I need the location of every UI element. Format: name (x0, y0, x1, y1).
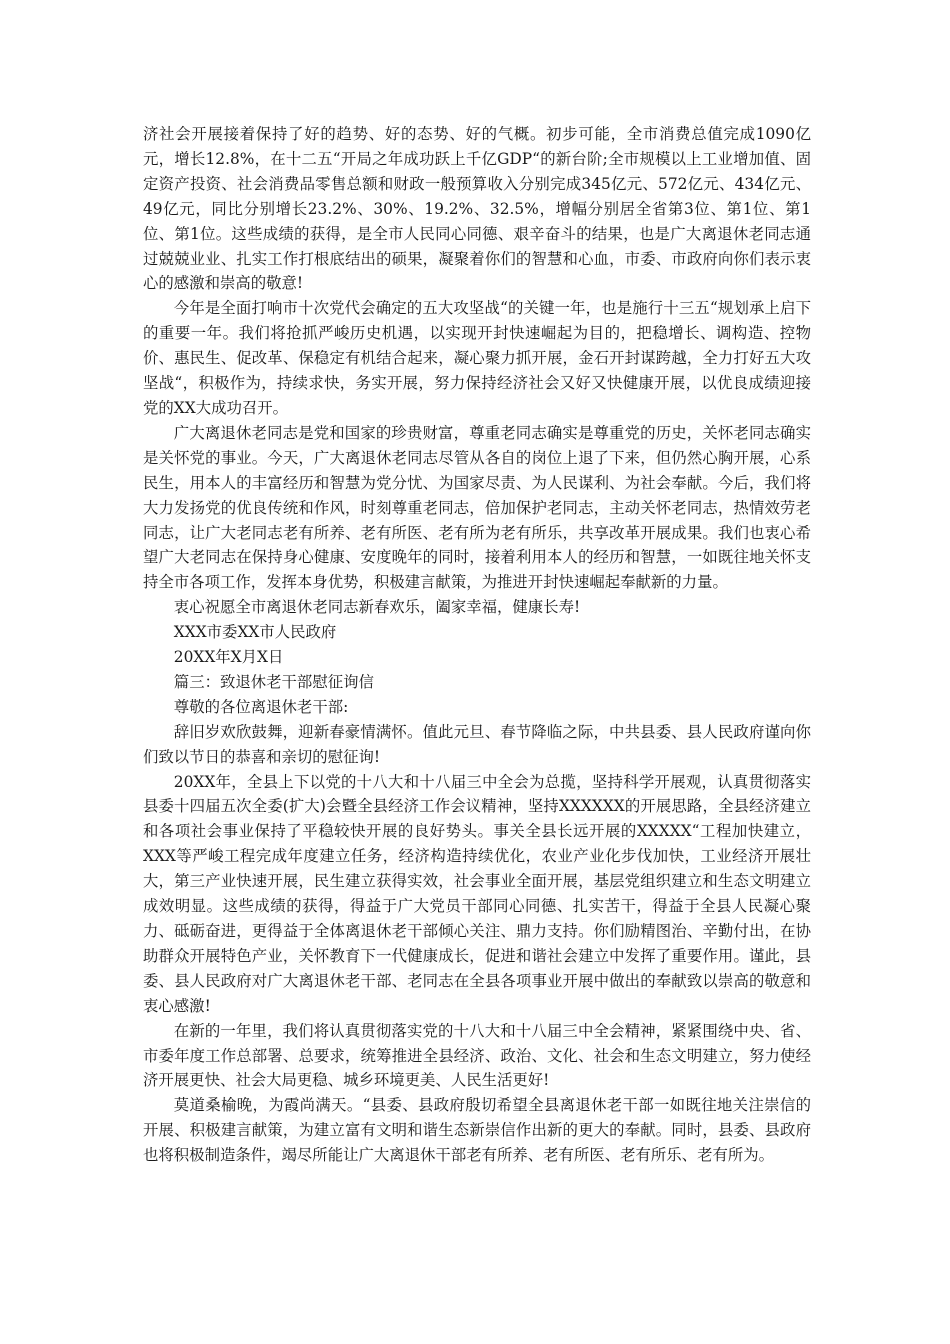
paragraph-veteran-cadres: 广大离退休老同志是党和国家的珍贵财富，尊重老同志确实是尊重党的历史，关怀老同志确实是关怀党的事业。今天，广大离退休老同志尽管从各自的岗位上退了下来，但仍然心胸开展，心系民生，用本人的丰富经历和智慧为党分忧、为国家尽责、为人民谋利、为社会奉献。今后，我们将大力发扬党的优良传统和作风，时刻尊重老同志，倍加保护老同志，主动关怀老同志，热情效劳老同志，让广大老同志老有所养、老有所医、老有所为老有所乐，共享改革开展成果。我们也衷心希望广大老同志在保持身心健康、安度晚年的同时，接着利用本人的经历和智慧，一如既往地关怀支持全市各项工作，发挥本身优势，积极建言献策，为推进开封快速崛起奉献新的力量。 (143, 423, 811, 592)
signature-issuer: XXX市委XX市人民政府 (173, 623, 337, 642)
paragraph-five-battles: 今年是全面打响市十次党代会确定的五大攻坚战“的关键一年，也是施行十三五“规划承上启下的重要一年。我们将抢抓严峻历史机遇，以实现开封快速崛起为目的，把稳增长、调构造、控物价、惠民生、促改革、保稳定有机结合起来，凝心聚力抓开展，金石开封谋跨越，全力打好五大攻坚战“，积极作为，持续求快，务实开展，努力保持经济社会又好又快健康开展，以优良成绩迎接党的XX大成功召开。 (143, 299, 811, 417)
document-body (143, 122, 811, 1168)
paragraph-closing-hope: 莫道桑榆晚，为霞尚满天。“县委、县政府殷切希望全县离退休老干部一如既往地关注崇信的开展、积极建言献策，为建立富有文明和谐生态新崇信作出新的更大的奉献。同时，县委、县政府也将积极制造条件，竭尽所能让广大离退休干部老有所养、老有所医、老有所乐、老有所为。 (143, 1096, 811, 1165)
salutation: 尊敬的各位离退休老干部: (173, 697, 349, 716)
paragraph-county-review: 20XX年，全县上下以党的十八大和十八届三中全会为总揽，坚持科学开展观，认真贯彻落实县委十四届五次全委(扩大)会暨全县经济工作会议精神，坚持XXXXXX的开展思路，全县经济建立和各项社会事业保持了平稳较快开展的良好势头。事关全县长远开展的XXXXX“工程加快建立，XXX等严峻工程完成年度建立任务，经济构造持续优化，农业产业化步伐加快，工业经济开展壮大，第三产业快速开展，民生建立获得实效，社会事业全面开展，基层党组织建立和生态文明建立成效明显。这些成绩的获得，得益于广大党员干部同心同德、扎实苦干，得益于全县人民凝心聚力、砥砺奋进，更得益于全体离退休老干部倾心关注、鼎力支持。你们励精图治、辛勤付出，在协助群众开展特色产业，关怀教育下一代健康成长，促进和谐社会建立中发挥了重要作用。谨此，县委、县人民政府对广大离退休老干部、老同志在全县各项事业开展中做出的奉献致以崇高的敬意和衷心感激! (143, 772, 811, 1015)
signature-date: 20XX年X月X日 (173, 648, 284, 667)
paragraph-economy-results: 济社会开展接着保持了好的趋势、好的态势、好的气概。初步可能，全市消费总值完成1090亿元，增长12.8%，在十二五“开局之年成功跃上千亿GDP“的新台阶;全市规模以上工业增加值、固定资产投资、社会消费品零售总额和财政一般预算收入分别完成345亿元、572亿元、434亿元、49亿元，同比分别增长23.2%、30%、19.2%、32.5%，增幅分别居全省第3位、第1位、第1位、第1位。这些成绩的获得，是全市人民同心同德、艰辛奋斗的结果，也是广大离退休老同志通过兢兢业业、扎实工作打根底结出的硕果，凝聚着你们的智慧和心血，市委、市政府向你们表示衷心的感激和崇高的敬意! (143, 125, 811, 293)
paragraph-blessing: 衷心祝愿全市离退休老同志新春欢乐，阖家幸福，健康长寿! (173, 598, 581, 617)
section-heading: 篇三：致退休老干部慰征询信 (173, 672, 374, 691)
paragraph-new-year-plan: 在新的一年里，我们将认真贯彻落实党的十八大和十八届三中全会精神，紧紧围绕中央、省、市委年度工作总部署、总要求，统筹推进全县经济、政治、文化、社会和生态文明建立，努力使经济开展更快、社会大局更稳、城乡环境更美、人民生活更好! (143, 1021, 811, 1090)
paragraph-greeting: 辞旧岁欢欣鼓舞，迎新春豪情满怀。值此元旦、春节降临之际，中共县委、县人民政府谨向你们致以节日的恭喜和亲切的慰征询! (143, 722, 811, 766)
